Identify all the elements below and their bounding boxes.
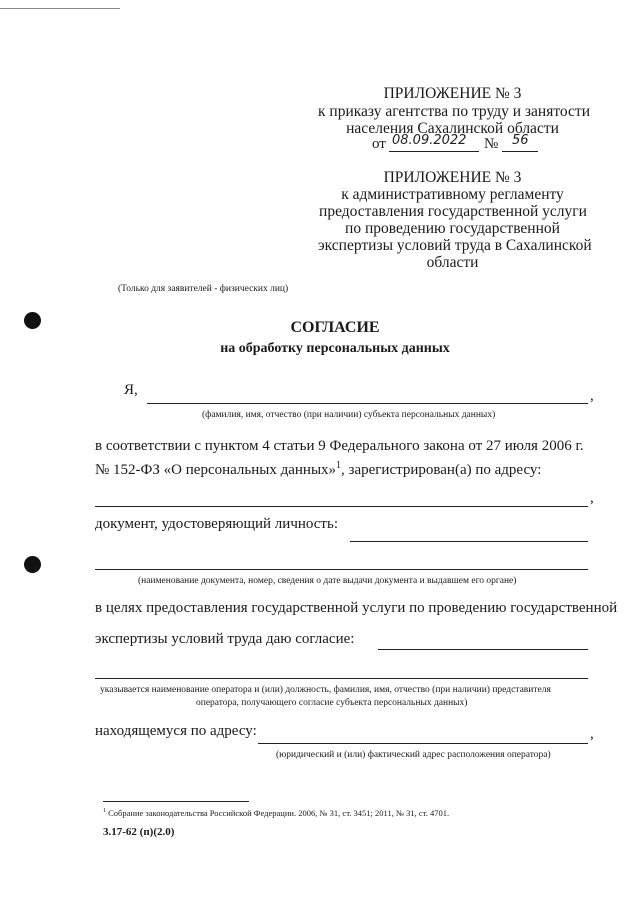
law-reference-line2 [95, 456, 541, 480]
operator-caption-line2: оператора, получающего согласие субъекта персональных данных) [196, 698, 468, 708]
appendix2-line3: по проведению государственной [345, 220, 560, 237]
id-document-field[interactable] [350, 541, 588, 542]
appendix2-line2: предоставления государственной услуги [319, 203, 587, 220]
name-field-comma: , [590, 388, 594, 404]
id-document-field-2[interactable] [95, 569, 588, 570]
order-number-value: 56 [512, 133, 529, 148]
punch-hole-bottom [24, 556, 41, 573]
document-title: СОГЛАСИЕ [290, 319, 380, 336]
appendix1-title: ПРИЛОЖЕНИЕ № 3 [383, 85, 522, 102]
order-date-prefix: от [372, 136, 386, 152]
registration-address-field[interactable] [95, 506, 588, 507]
operator-address-caption: (юридический и (или) фактический адрес расположения оператора) [276, 750, 551, 760]
address-field-comma: , [590, 490, 594, 506]
footnote [103, 808, 449, 818]
operator-address-comma: , [590, 726, 594, 742]
order-number-underline [502, 151, 538, 152]
document-subtitle: на обработку персональных данных [220, 341, 450, 356]
appendix2-line1: к административному регламенту [341, 186, 564, 203]
full-name-field[interactable] [147, 403, 588, 404]
purpose-line2: экспертизы условий труда даю согласие: [95, 631, 355, 647]
applicant-note: (Только для заявителей - физических лиц) [118, 284, 289, 294]
scan-edge-mark [0, 8, 120, 9]
footnote-marker: 1 [103, 808, 106, 815]
form-code: 3.17-62 (п)(2.0) [103, 826, 175, 838]
order-date-value: 08.09.2022 [392, 133, 467, 148]
appendix2-title: ПРИЛОЖЕНИЕ № 3 [383, 169, 522, 186]
operator-field-2[interactable] [95, 678, 588, 679]
registered-address-label: , зарегистрирован(а) по адресу: [341, 462, 542, 478]
name-field-caption: (фамилия, имя, отчество (при наличии) субъекта персональных данных) [202, 410, 496, 420]
order-number-prefix: № [484, 136, 499, 152]
operator-address-field[interactable] [258, 743, 588, 744]
i-label: Я, [124, 382, 138, 398]
footnote-ref: 1 [336, 460, 342, 471]
appendix1-line2: населения Сахалинской области [346, 120, 559, 137]
operator-field[interactable] [378, 649, 588, 650]
order-date-underline [389, 151, 479, 152]
id-document-caption: (наименование документа, номер, сведения о дате выдачи документа и выдавшем его органе) [138, 576, 517, 586]
operator-caption-line1: указывается наименование оператора и (или) должность, фамилия, имя, отчество (при наличии) представителя [100, 685, 551, 695]
appendix2-line5: области [426, 254, 479, 271]
footnote-separator [103, 801, 249, 802]
law-reference-text: № 152-ФЗ «О персональных данных» [95, 462, 337, 478]
operator-address-label: находящемуся по адресу: [95, 723, 257, 739]
footnote-text: Собрание законодательства Российской Федерации. 2006, № 31, ст. 3451; 2011, № 31, ст. 4701. [108, 808, 450, 818]
appendix2-line4: экспертизы условий труда в Сахалинской [318, 237, 592, 254]
appendix1-line1: к приказу агентства по труду и занятости [318, 103, 590, 120]
id-document-label: документ, удостоверяющий личность: [95, 516, 338, 532]
law-reference-line1: в соответствии с пунктом 4 статьи 9 Федерального закона от 27 июля 2006 г. [95, 438, 584, 454]
purpose-line1: в целях предоставления государственной услуги по проведению государственной [95, 600, 618, 616]
